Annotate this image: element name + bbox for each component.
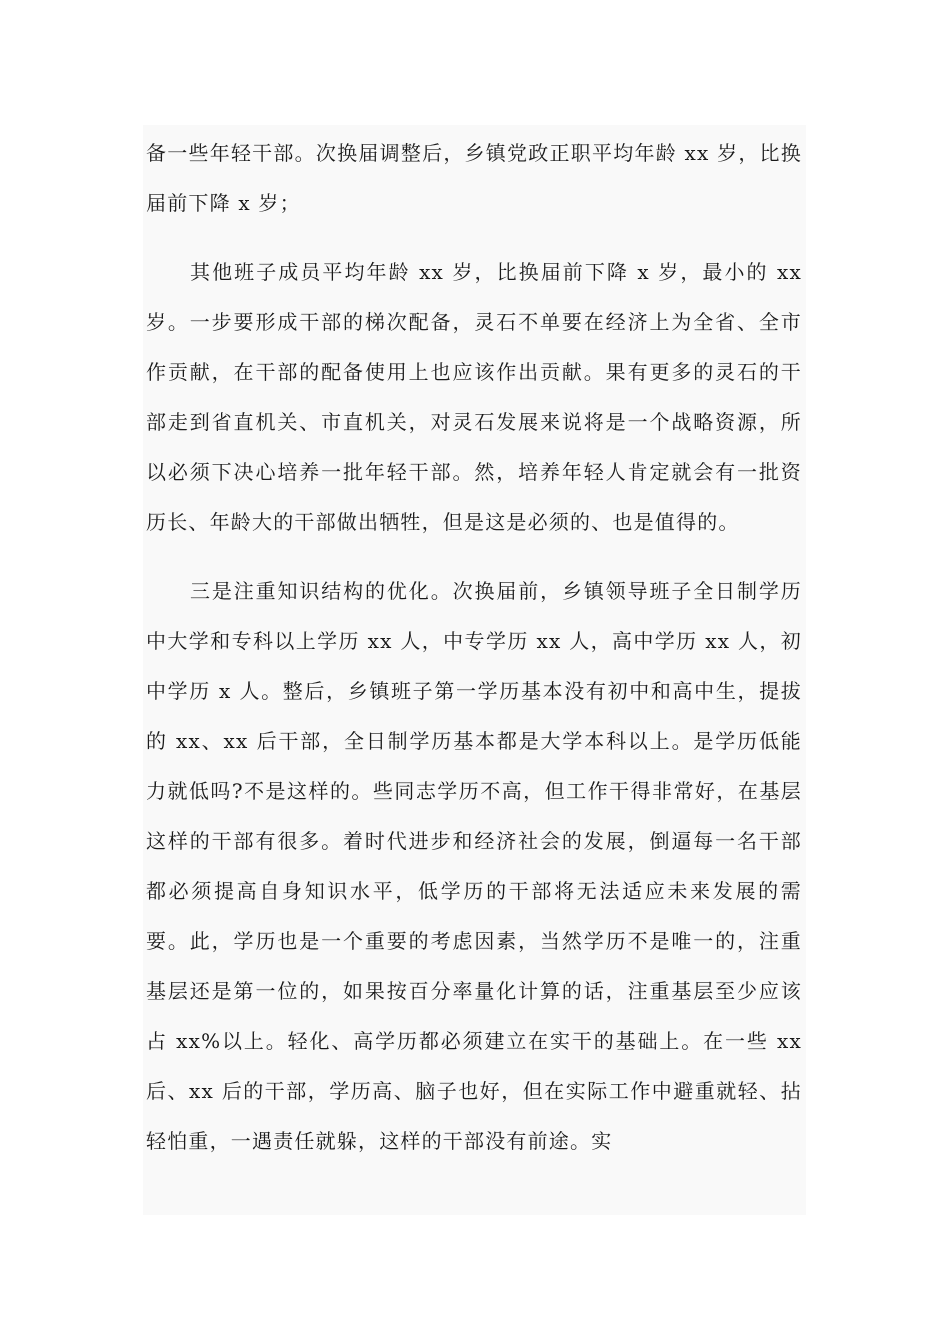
paragraph-knowledge-structure: 三是注重知识结构的优化。次换届前，乡镇领导班子全日制学历中大学和专科以上学历 xx 人，中专学历 xx 人，高中学历 xx 人，初中学历 x 人。整后，乡镇班子第一学历基本没有初中和高中生，提拔的 xx、xx 后干部，全日制学历基本都是大学本科以上。是学历低能力就低吗?不是这样的。些同志学历不高，但工作干得非常好，在基层这样的干部有很多。着时代进步和经济社会的发展，倒逼每一名干部都必须提高自身知识水平，低学历的干部将无法适应未来发展的需要。此，学历也是一个重要的考虑因素，当然学历不是唯一的，注重基层还是第一位的，如果按百分率量化计算的话，注重基层至少应该占 xx%以上。轻化、高学历都必须建立在实干的基础上。在一些 xx 后、xx 后的干部，学历高、脑子也好，但在实际工作中避重就轻、拈轻怕重，一遇责任就躲，这样的干部没有前途。实 [146,579,802,1153]
paragraph-age-structure: 其他班子成员平均年龄 xx 岁，比换届前下降 x 岁，最小的 xx 岁。一步要形成干部的梯次配备，灵石不单要在经济上为全省、全市作贡献，在干部的配备使用上也应该作出贡献。果有更多的灵石的干部走到省直机关、市直机关，对灵石发展来说将是一个战略资源，所以必须下决心培养一批年轻干部。然，培养年轻人肯定就会有一批资历长、年龄大的干部做出牺牲，但是这是必须的、也是值得的。 [146,260,802,534]
document-page [143,125,806,1215]
paragraph-continued: 备一些年轻干部。次换届调整后，乡镇党政正职平均年龄 xx 岁，比换届前下降 x 岁； [146,141,802,215]
